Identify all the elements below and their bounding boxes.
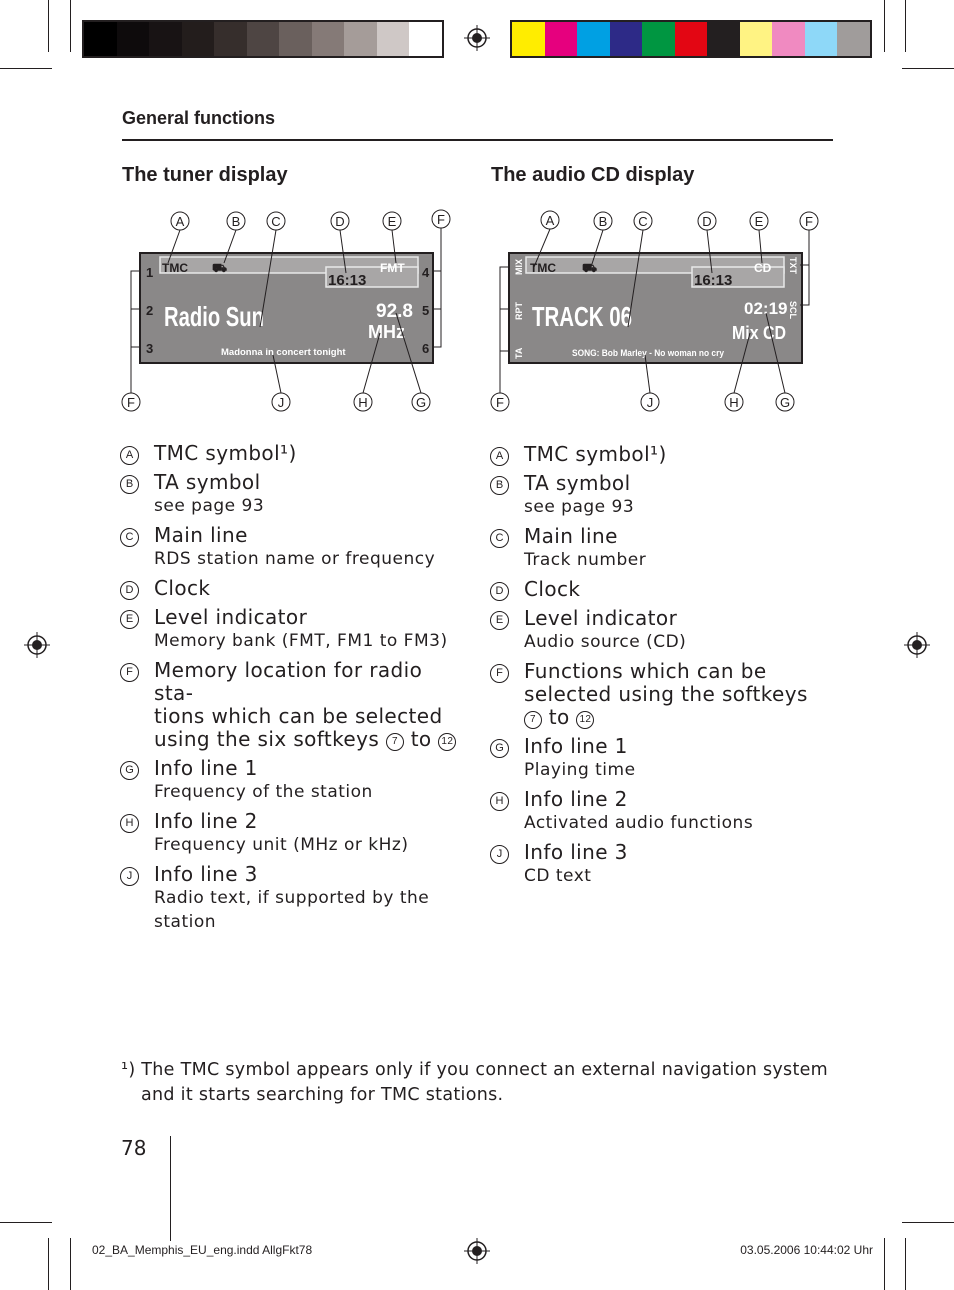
legend-title-text: Memory location for radio sta-: [154, 658, 423, 705]
legend-item-a: [120, 442, 465, 465]
color-swatch: [149, 22, 182, 56]
legend-title: [524, 706, 835, 729]
legend-item-d: [490, 578, 835, 601]
legend-description: Radio text, if supported by the: [154, 888, 430, 908]
page-number-rule: [170, 1136, 171, 1241]
softkey-number-icon: 12: [438, 733, 456, 751]
callout-letter-e: [383, 212, 401, 230]
footnote-line: and it starts searching for TMC stations.: [141, 1085, 504, 1105]
crop-mark: [48, 0, 49, 52]
legend-description: see page 93: [154, 496, 265, 516]
callout-letter-d: [698, 212, 716, 230]
crop-mark: [902, 1222, 954, 1223]
callout-letter-a: [541, 211, 559, 229]
color-swatch: [84, 22, 117, 56]
legend-description: Activated audio functions: [524, 813, 754, 833]
info-line-3: SONG: Bob Marley - No woman no cry: [572, 348, 724, 358]
legend-title-text: Functions which can be: [524, 659, 767, 683]
crop-mark: [48, 1238, 49, 1290]
section-header: General functions: [122, 108, 276, 128]
preset-3: 3: [146, 341, 154, 356]
legend-title: Main line: [524, 524, 618, 548]
registration-mark-icon: [24, 632, 50, 658]
svg-text:F: F: [127, 395, 135, 410]
legend-description: RDS station name or frequency: [154, 549, 436, 569]
tmc-symbol: TMC: [162, 261, 188, 275]
softkey-mix: MIX: [514, 258, 524, 275]
grayscale-bar: [82, 20, 444, 58]
callout-letter-c: [267, 212, 285, 230]
svg-text:E: E: [387, 214, 397, 229]
legend-title: Level indicator: [154, 605, 308, 629]
softkey-ta: TA: [514, 347, 524, 359]
svg-text:D: D: [335, 214, 345, 229]
preset-1: 1: [146, 265, 154, 280]
color-swatch: [675, 22, 708, 56]
color-swatch: [117, 22, 150, 56]
svg-text:E: E: [754, 214, 764, 229]
legend-title: Info line 1: [524, 734, 628, 758]
color-swatch: [610, 22, 643, 56]
callout-letter: E: [490, 611, 509, 630]
callout-letter: F: [490, 664, 509, 683]
svg-text:J: J: [277, 395, 285, 410]
callout-letter: J: [120, 867, 139, 886]
crop-mark: [70, 0, 71, 52]
crop-mark: [884, 0, 885, 52]
info-line-2: MHz: [368, 322, 405, 342]
callout-letter: D: [120, 581, 139, 600]
svg-text:A: A: [545, 213, 555, 228]
legend-item-c: [120, 524, 465, 571]
legend-title-text: tions which can be selected: [154, 704, 443, 728]
callout-letter: J: [490, 845, 509, 864]
legend-item-b: [490, 472, 835, 519]
crop-mark: [0, 68, 52, 69]
color-swatch: [377, 22, 410, 56]
softkey-number-icon: 7: [386, 733, 404, 751]
main-line: Radio Sun: [164, 301, 264, 332]
legend-item-j: [490, 841, 835, 888]
svg-text:G: G: [779, 395, 791, 410]
callout-letter-f: [122, 393, 140, 411]
preset-5: 5: [422, 303, 430, 318]
cd-legend: [490, 443, 835, 894]
color-swatch: [182, 22, 215, 56]
legend-item-h: [120, 810, 465, 857]
svg-text:F: F: [437, 212, 445, 227]
svg-text:G: G: [415, 395, 427, 410]
svg-text:H: H: [729, 395, 739, 410]
callout-letter-h: [725, 393, 743, 411]
softkey-txt: TXT: [788, 257, 798, 274]
svg-text:F: F: [805, 214, 813, 229]
svg-text:C: C: [271, 214, 281, 229]
tuner-legend: [120, 442, 465, 940]
color-swatch: [642, 22, 675, 56]
color-swatch: [409, 22, 442, 56]
footnote-line: ¹) The TMC symbol appears only if you connect an external navigation system: [121, 1060, 829, 1080]
callout-letter-j: [272, 393, 290, 411]
cd-display-diagram: [488, 205, 833, 420]
level-indicator: CD: [754, 261, 772, 275]
info-line-1: 02:19: [744, 299, 788, 318]
callout-letter-b: [227, 212, 245, 230]
softkey-rpt: RPT: [514, 302, 524, 320]
softkey-number-icon: 7: [524, 711, 542, 729]
legend-title: Level indicator: [524, 606, 678, 630]
crop-mark: [905, 0, 906, 52]
ta-symbol-icon: ⛟: [212, 261, 228, 275]
callout-letter: C: [490, 529, 509, 548]
color-swatch: [740, 22, 773, 56]
legend-description: Playing time: [524, 760, 636, 780]
legend-item-j: [120, 863, 465, 934]
callout-letter: E: [120, 610, 139, 629]
info-line-1: 92.8: [376, 301, 413, 322]
legend-item-c: [490, 525, 835, 572]
svg-text:C: C: [638, 214, 648, 229]
callout-letter: B: [120, 475, 139, 494]
svg-text:B: B: [598, 214, 608, 229]
callout-letter-h: [354, 393, 372, 411]
legend-title: [154, 659, 465, 705]
callout-letter: G: [120, 761, 139, 780]
slug-filename: 02_BA_Memphis_EU_eng.indd AllgFkt78: [92, 1243, 313, 1257]
info-line-2: Mix CD: [732, 323, 786, 343]
crop-mark: [905, 1238, 906, 1290]
legend-title: Info line 3: [524, 840, 628, 864]
softkey-number-icon: 12: [576, 711, 594, 729]
legend-description: station: [154, 912, 217, 932]
svg-text:A: A: [175, 214, 185, 229]
slug-timestamp: 03.05.2006 10:44:02 Uhr: [740, 1243, 873, 1257]
registration-mark-icon: [464, 1238, 490, 1264]
legend-description: Audio source (CD): [524, 632, 687, 652]
callout-letter-f: [432, 210, 450, 228]
clock: 16:13: [694, 272, 733, 289]
legend-title: [154, 728, 465, 751]
preset-2: 2: [146, 303, 154, 318]
color-swatch: [772, 22, 805, 56]
preset-4: 4: [422, 265, 430, 280]
legend-title: Clock: [154, 576, 211, 600]
registration-mark-icon: [464, 25, 490, 51]
legend-title: TMC symbol¹): [154, 441, 297, 465]
svg-text:J: J: [646, 395, 654, 410]
color-swatch: [545, 22, 578, 56]
crop-mark: [70, 1238, 71, 1290]
color-swatch: [512, 22, 545, 56]
callout-letter: G: [490, 739, 509, 758]
registration-mark-icon: [904, 632, 930, 658]
info-line-3: Madonna in concert tonight: [221, 347, 346, 358]
callout-letter-f: [491, 393, 509, 411]
color-swatch: [344, 22, 377, 56]
softkey-scl: SCL: [788, 301, 798, 319]
legend-title: Info line 1: [154, 756, 258, 780]
legend-item-g: [490, 735, 835, 782]
color-swatch: [214, 22, 247, 56]
callout-letter-d: [331, 212, 349, 230]
legend-item-f: [490, 660, 835, 729]
color-swatch: [707, 22, 740, 56]
header-divider: [122, 139, 833, 141]
svg-text:D: D: [702, 214, 712, 229]
level-indicator: FMT: [380, 261, 405, 275]
legend-title: Main line: [154, 523, 248, 547]
svg-text:H: H: [358, 395, 368, 410]
legend-title: TA symbol: [524, 471, 631, 495]
legend-item-f: [120, 659, 465, 751]
callout-letter-c: [634, 212, 652, 230]
legend-title-text: using the six softkeys: [154, 727, 380, 751]
tuner-display-diagram: [118, 205, 463, 420]
legend-title: Info line 2: [524, 787, 628, 811]
legend-description: CD text: [524, 866, 592, 886]
legend-title: Info line 3: [154, 862, 258, 886]
clock: 16:13: [328, 272, 367, 289]
legend-title: Info line 2: [154, 809, 258, 833]
legend-description: Frequency unit (MHz or kHz): [154, 835, 409, 855]
legend-item-a: [490, 443, 835, 466]
legend-description: Memory bank (FMT, FM1 to FM3): [154, 631, 448, 651]
footnote: [121, 1058, 841, 1108]
legend-item-e: [120, 606, 465, 653]
callout-letter-a: [171, 212, 189, 230]
svg-text:F: F: [496, 395, 504, 410]
preset-6: 6: [422, 341, 430, 356]
crop-mark: [0, 1222, 52, 1223]
legend-item-g: [120, 757, 465, 804]
legend-description: see page 93: [524, 497, 635, 517]
color-swatch: [837, 22, 870, 56]
callout-letter-b: [594, 212, 612, 230]
callout-letter: B: [490, 476, 509, 495]
callout-letter-f: [800, 212, 818, 230]
callout-letter: F: [120, 663, 139, 682]
legend-item-e: [490, 607, 835, 654]
legend-title-text: to: [410, 727, 432, 751]
callout-letter-j: [641, 393, 659, 411]
callout-letter-g: [776, 393, 794, 411]
legend-description: Track number: [524, 550, 647, 570]
crop-mark: [902, 68, 954, 69]
color-swatch: [312, 22, 345, 56]
page-number: 78: [121, 1136, 147, 1160]
tuner-display-title: The tuner display: [122, 164, 288, 186]
legend-description: Frequency of the station: [154, 782, 373, 802]
svg-text:B: B: [231, 214, 241, 229]
callout-letter: C: [120, 528, 139, 547]
legend-title: [524, 660, 835, 683]
tmc-symbol: TMC: [530, 261, 556, 275]
callout-letter: A: [120, 446, 139, 465]
callout-letter: H: [490, 792, 509, 811]
color-swatch: [577, 22, 610, 56]
callout-letter: A: [490, 447, 509, 466]
legend-title: Clock: [524, 577, 581, 601]
callout-letter-g: [412, 393, 430, 411]
color-swatch: [805, 22, 838, 56]
callout-letter-e: [750, 212, 768, 230]
color-swatch: [279, 22, 312, 56]
cd-display-title: The audio CD display: [491, 164, 695, 186]
legend-title-text: selected using the softkeys: [524, 682, 808, 706]
legend-item-h: [490, 788, 835, 835]
main-line: TRACK 06: [532, 301, 632, 332]
callout-letter: H: [120, 814, 139, 833]
legend-title: TMC symbol¹): [524, 442, 667, 466]
crop-mark: [884, 1238, 885, 1290]
legend-title: TA symbol: [154, 470, 261, 494]
ta-symbol-icon: ⛟: [582, 261, 598, 275]
color-bar: [510, 20, 872, 58]
legend-title: [154, 705, 465, 728]
color-swatch: [247, 22, 280, 56]
legend-title: [524, 683, 835, 706]
callout-letter: D: [490, 582, 509, 601]
legend-item-d: [120, 577, 465, 600]
legend-item-b: [120, 471, 465, 518]
legend-title-text: to: [548, 705, 570, 729]
